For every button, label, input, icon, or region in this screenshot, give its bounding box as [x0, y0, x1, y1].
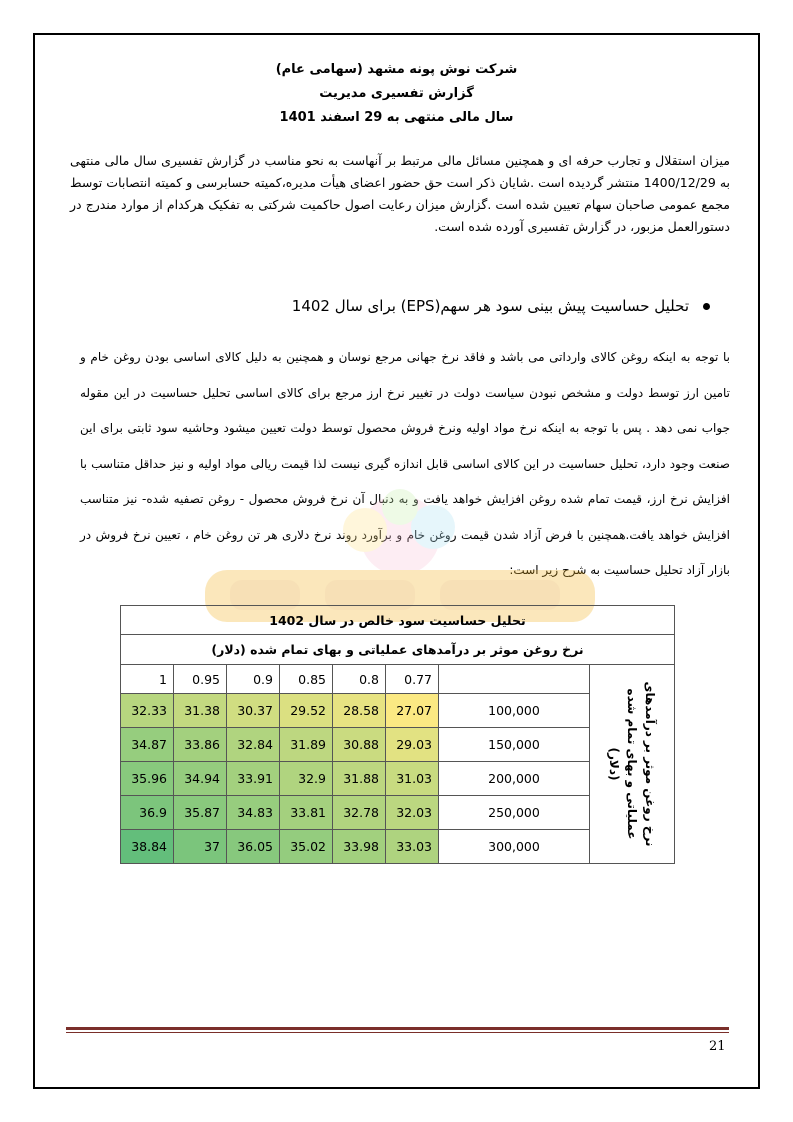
value-cell: 34.83	[227, 796, 280, 830]
value-cell: 36.9	[121, 796, 174, 830]
row-label: 150,000	[439, 728, 590, 762]
fiscal-year: سال مالی منتهی به 29 اسفند 1401	[279, 110, 514, 125]
footer-rule-thin	[66, 1032, 729, 1033]
value-cell: 34.87	[121, 728, 174, 762]
page-number: 21	[709, 1039, 726, 1054]
intro-paragraph: میزان استقلال و تجارب حرفه ای و همچنین مسائل مالی مرتبط بر آنهاست به نحو مناسب در گزارش تفسیری سال مالی منتهی به 1400/12/29 منتشر گردیده است .شایان ذکر است حق حضور اعضای هیأت مدیره،کمیته حسابرسی و کمیته انتصابات توسط مجمع عمومی صاحبان سهام تعیین شده است .گزارش میزان رعایت اصول حاکمیت شرکتی به تفکیک هرکدام از موارد مندرج در دستورالعمل مزبور، در گزارش تفسیری آورده شده است.	[70, 153, 730, 234]
value-cell: 32.9	[280, 762, 333, 796]
value-cell: 37	[174, 830, 227, 864]
side-label-cell	[590, 665, 675, 864]
value-cell: 36.05	[227, 830, 280, 864]
value-cell: 31.38	[174, 694, 227, 728]
row-label: 300,000	[439, 830, 590, 864]
value-cell: 28.58	[333, 694, 386, 728]
company-name: شرکت نوش پونه مشهد (سهامی عام)	[275, 62, 518, 77]
row-label: 250,000	[439, 796, 590, 830]
column-header: 0.9	[227, 665, 280, 694]
value-cell: 33.98	[333, 830, 386, 864]
column-header: 0.77	[386, 665, 439, 694]
row-label: 200,000	[439, 762, 590, 796]
value-cell: 31.88	[333, 762, 386, 796]
section-heading	[70, 293, 710, 319]
table-title: تحلیل حساسیت سود خالص در سال 1402	[121, 606, 675, 635]
document-header	[60, 58, 733, 130]
row-label: 100,000	[439, 694, 590, 728]
value-cell: 33.81	[280, 796, 333, 830]
value-cell: 31.89	[280, 728, 333, 762]
value-cell: 29.52	[280, 694, 333, 728]
value-cell: 35.96	[121, 762, 174, 796]
sensitivity-table	[120, 605, 675, 864]
value-cell: 32.33	[121, 694, 174, 728]
value-cell: 33.86	[174, 728, 227, 762]
value-cell: 32.78	[333, 796, 386, 830]
column-header: 0.85	[280, 665, 333, 694]
value-cell: 32.84	[227, 728, 280, 762]
value-cell: 34.94	[174, 762, 227, 796]
value-cell: 32.03	[386, 796, 439, 830]
value-cell: 31.03	[386, 762, 439, 796]
column-header: 0.95	[174, 665, 227, 694]
value-cell: 35.02	[280, 830, 333, 864]
bullet-icon	[703, 303, 710, 310]
column-header: 1	[121, 665, 174, 694]
row-header-corner	[439, 665, 590, 694]
value-cell: 33.03	[386, 830, 439, 864]
value-cell: 35.87	[174, 796, 227, 830]
report-title: گزارش تفسیری مدیریت	[319, 86, 474, 101]
value-cell: 27.07	[386, 694, 439, 728]
value-cell: 29.03	[386, 728, 439, 762]
value-cell: 33.91	[227, 762, 280, 796]
body-paragraph: با توجه به اینکه روغن کالای وارداتی می باشد و فاقد نرخ جهانی مرجع نوسان و همچنین به دلیل کالای اساسی بودن روغن خام و تامین ارز توسط دولت و مشخص نبودن سیاست دولت در تغییر نرخ ارز مرجع برای کالای اساسی تحلیل حساسیت در این مقوله جواب نمی دهد . پس با توجه به اینکه نرخ مواد اولیه ونرخ فروش محصول توسط دولت تعیین میشود وحاشیه سود ثابتی برای این صنعت وجود دارد، تحلیل حساسیت در این کالای اساسی قابل اندازه گیری نیست لذا قیمت ریالی مواد اولیه و نیز حداقل متناسب با افزایش نرخ ارز، قیمت تمام شده روغن افزایش خواهد یافت و به دنبال آن نرخ فروش محصول - روغن تصفیه شده- نیز متناسب افزایش خواهد یافت.همچنین با فرض آزاد شدن قیمت روغن خام و برآورد روند نرخ دلاری هر تن روغن خام ، تعیین نرخ فروش در بازار آزاد تحلیل حساسیت به شرح زیر است:	[80, 350, 730, 577]
column-header: 0.8	[333, 665, 386, 694]
table-subtitle: نرخ روغن موثر بر درآمدهای عملیاتی و بهای تمام شده (دلار)	[121, 635, 675, 665]
footer-rule	[66, 1027, 729, 1030]
value-cell: 30.88	[333, 728, 386, 762]
value-cell: 38.84	[121, 830, 174, 864]
section-title: تحلیل حساسیت پیش بینی سود هر سهم(EPS) برای سال 1402	[291, 297, 689, 315]
side-label: نرخ روغن موثر بر درآمدهای عملیاتی و بهای تمام شده (دلار)	[607, 681, 657, 847]
value-cell: 30.37	[227, 694, 280, 728]
